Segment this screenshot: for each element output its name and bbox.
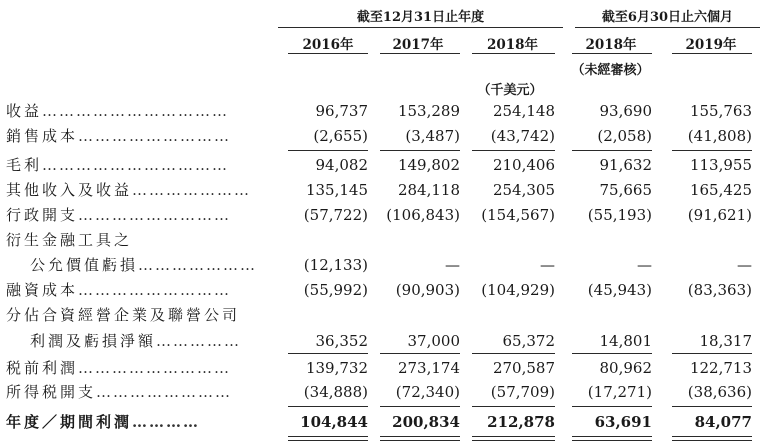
value-2017: 273,174 <box>397 359 460 377</box>
value-2019-interim: 84,077 <box>694 413 752 431</box>
year-rule-2019-interim <box>672 53 752 54</box>
year-2017: 2017年 <box>392 37 444 53</box>
row-label <box>6 356 231 380</box>
value-2017: (3,487) <box>405 127 460 145</box>
value-2018-interim: 93,690 <box>599 102 652 120</box>
row-label <box>30 329 241 353</box>
value-2018: (43,742) <box>490 127 555 145</box>
row-label <box>6 303 240 327</box>
leader-dots: ………………… <box>138 256 258 274</box>
value-2016: (12,133) <box>303 256 368 274</box>
value-2016: (34,888) <box>303 383 368 401</box>
year-rule-2018 <box>472 53 555 54</box>
row-label <box>6 124 231 148</box>
year-2019-interim: 2019年 <box>685 37 737 53</box>
value-2019-interim <box>652 303 752 327</box>
value-2019-interim: 165,425 <box>689 181 752 199</box>
value-2016 <box>268 303 368 327</box>
row-label <box>6 410 200 434</box>
table-row <box>0 278 768 302</box>
leader-dots: …………………………… <box>42 156 230 174</box>
value-2016: (2,655) <box>313 127 368 145</box>
total-double-rule <box>472 436 555 441</box>
value-2018: (104,929) <box>481 281 555 299</box>
value-2018-interim: 80,962 <box>599 359 652 377</box>
subtotal-rule <box>572 353 652 354</box>
year-rule-2016 <box>288 53 368 54</box>
subtotal-rule <box>288 353 368 354</box>
value-2019-interim: (38,636) <box>687 383 752 401</box>
value-2018: — <box>540 256 555 274</box>
header-interim-rule <box>575 27 760 28</box>
row-label-text: 其他收入及收益 <box>6 181 133 199</box>
leader-dots: …………… <box>156 332 242 350</box>
value-2018-interim <box>552 303 652 327</box>
row-label <box>6 228 132 252</box>
header-annual-rule <box>278 27 563 28</box>
row-label-text: 行政開支 <box>6 206 79 224</box>
subtotal-rule <box>380 406 460 407</box>
value-2018: 254,305 <box>492 181 555 199</box>
value-2019-interim: 113,955 <box>689 156 752 174</box>
value-2016: 135,145 <box>305 181 368 199</box>
unit-label: （千美元） <box>477 83 543 98</box>
row-label-text: 銷售成本 <box>6 127 79 145</box>
row-label-text: 所得税開支 <box>6 383 97 401</box>
value-2018: 270,587 <box>492 359 555 377</box>
table-row <box>0 99 768 123</box>
value-2017: — <box>445 256 460 274</box>
subtotal-rule <box>288 406 368 407</box>
table-row <box>0 124 768 148</box>
table-row <box>0 153 768 177</box>
year-2018-interim: 2018年 <box>585 37 637 53</box>
table-row <box>0 410 768 434</box>
value-2019-interim: (41,808) <box>687 127 752 145</box>
leader-dots: ……………………… <box>78 281 232 299</box>
value-2018 <box>455 303 555 327</box>
value-2017 <box>360 303 460 327</box>
subtotal-rule <box>672 150 752 151</box>
leader-dots: …………………… <box>96 383 233 401</box>
table-row <box>0 356 768 380</box>
year-2016: 2016年 <box>302 37 354 53</box>
unaudited-note: （未經審核） <box>571 63 650 78</box>
value-2019-interim: — <box>737 256 752 274</box>
value-2018: (154,567) <box>481 206 555 224</box>
row-label-text: 利潤及虧損淨額 <box>30 332 157 350</box>
table-row <box>0 303 768 327</box>
value-2019-interim: 122,713 <box>689 359 752 377</box>
value-2016: 104,844 <box>300 413 368 431</box>
value-2016 <box>268 228 368 252</box>
value-2016: 139,732 <box>305 359 368 377</box>
subtotal-rule <box>672 353 752 354</box>
row-label <box>6 203 231 227</box>
year-2018: 2018年 <box>486 37 539 53</box>
subtotal-rule <box>672 406 752 407</box>
table-row <box>0 329 768 353</box>
value-2019-interim: 18,317 <box>699 332 752 350</box>
value-2018-interim <box>552 228 652 252</box>
table-row <box>0 380 768 404</box>
value-2017: 284,118 <box>397 181 460 199</box>
value-2018: 254,148 <box>492 102 555 120</box>
value-2019-interim <box>652 228 752 252</box>
value-2017: (72,340) <box>395 383 460 401</box>
total-double-rule <box>572 436 652 441</box>
value-2018: 210,406 <box>492 156 555 174</box>
subtotal-rule <box>472 353 555 354</box>
value-2016: 94,082 <box>315 156 368 174</box>
value-2018-interim: 63,691 <box>594 413 652 431</box>
value-2017: 37,000 <box>407 332 460 350</box>
header-annual-period: 截至12月31日止年度 <box>356 10 485 25</box>
total-double-rule <box>288 436 368 441</box>
total-double-rule <box>380 436 460 441</box>
value-2017: 149,802 <box>397 156 460 174</box>
subtotal-rule <box>572 406 652 407</box>
value-2017: (106,843) <box>386 206 460 224</box>
leader-dots: …………………………… <box>42 102 230 120</box>
leader-dots: ………… <box>132 413 201 431</box>
value-2016: 96,737 <box>315 102 368 120</box>
row-label-text: 衍生金融工具之 <box>6 231 133 249</box>
row-label-text: 收益 <box>6 102 43 120</box>
value-2018-interim: 14,801 <box>599 332 652 350</box>
row-label <box>6 178 251 202</box>
total-double-rule <box>672 436 752 441</box>
subtotal-rule <box>380 353 460 354</box>
row-label-text: 分佔合資經營企業及聯營公司 <box>6 306 241 324</box>
value-2018-interim: 91,632 <box>599 156 652 174</box>
row-label-text: 融資成本 <box>6 281 79 299</box>
row-label-text: 年度／期間利潤 <box>6 413 133 431</box>
subtotal-rule <box>288 150 368 151</box>
value-2018-interim: (2,058) <box>597 127 652 145</box>
subtotal-rule <box>472 406 555 407</box>
value-2018: (57,709) <box>490 383 555 401</box>
value-2019-interim: 155,763 <box>689 102 752 120</box>
year-rule-2018-interim <box>572 53 652 54</box>
row-label-text: 毛利 <box>6 156 43 174</box>
leader-dots: ………………… <box>132 181 252 199</box>
header-interim-period: 截至6月30日止六個月 <box>601 10 734 25</box>
leader-dots: ……………………… <box>78 127 232 145</box>
value-2018-interim: 75,665 <box>599 181 652 199</box>
value-2018: 212,878 <box>487 413 555 431</box>
value-2017: (90,903) <box>395 281 460 299</box>
value-2018-interim: (17,271) <box>587 383 652 401</box>
row-label <box>6 99 229 123</box>
row-label-text: 公允價值虧損 <box>30 256 139 274</box>
leader-dots: ……………………… <box>78 359 232 377</box>
value-2018: 65,372 <box>502 332 555 350</box>
row-label <box>6 380 232 404</box>
value-2017 <box>360 228 460 252</box>
leader-dots: ……………………… <box>78 206 232 224</box>
subtotal-rule <box>572 150 652 151</box>
subtotal-rule <box>380 150 460 151</box>
row-label <box>6 278 231 302</box>
value-2018 <box>455 228 555 252</box>
value-2018-interim: — <box>637 256 652 274</box>
row-label <box>30 253 257 277</box>
value-2016: (57,722) <box>303 206 368 224</box>
subtotal-rule <box>472 150 555 151</box>
table-row <box>0 228 768 252</box>
value-2016: 36,352 <box>315 332 368 350</box>
value-2017: 200,834 <box>392 413 460 431</box>
value-2019-interim: (91,621) <box>687 206 752 224</box>
value-2019-interim: (83,363) <box>687 281 752 299</box>
value-2016: (55,992) <box>303 281 368 299</box>
table-row <box>0 178 768 202</box>
year-rule-2017 <box>380 53 460 54</box>
table-row <box>0 203 768 227</box>
value-2018-interim: (55,193) <box>587 206 652 224</box>
row-label-text: 税前利潤 <box>6 359 79 377</box>
value-2017: 153,289 <box>397 102 460 120</box>
value-2018-interim: (45,943) <box>587 281 652 299</box>
table-row <box>0 253 768 277</box>
row-label <box>6 153 229 177</box>
